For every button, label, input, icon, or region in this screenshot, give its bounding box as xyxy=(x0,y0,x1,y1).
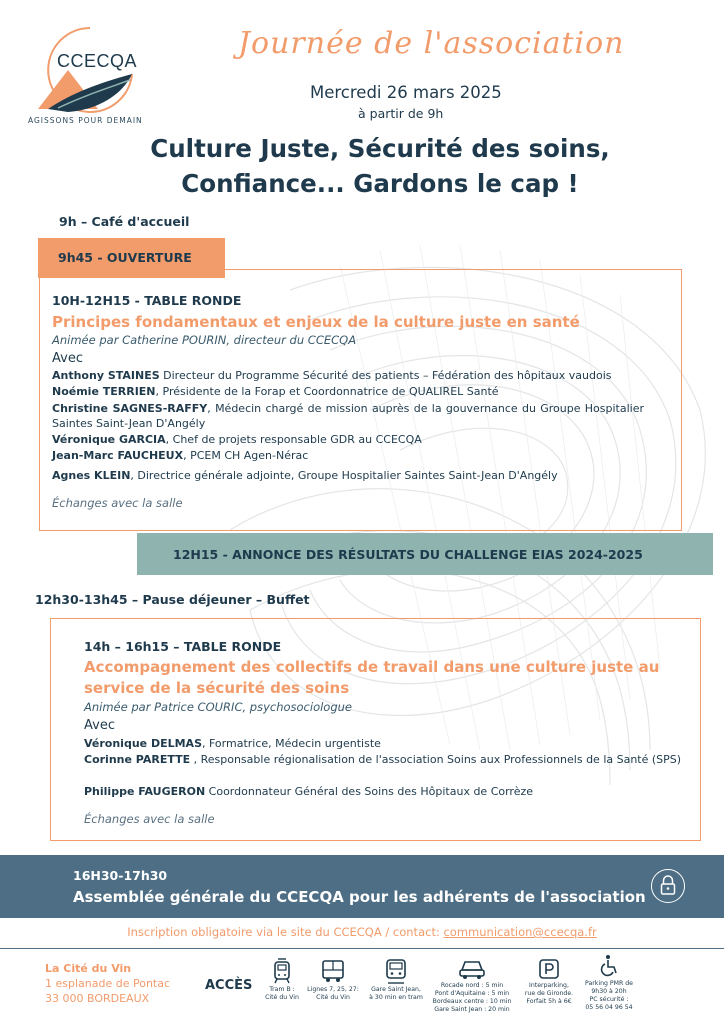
ccecqa-logo xyxy=(28,22,168,132)
round-table-2-animator: Animée par Patrice COURIC, psychosociologue xyxy=(84,700,352,714)
panelist-name: Noémie TERRIEN xyxy=(52,385,156,398)
panelist-name: Philippe FAUGERON xyxy=(84,785,206,798)
panelist-desc: , Formatrice, Médecin urgentiste xyxy=(202,737,381,750)
wheelchair-icon xyxy=(598,954,620,978)
panelist-desc: , Chef de projets responsable GDR au CCECQA xyxy=(165,433,422,446)
access-pmr xyxy=(580,954,638,1012)
panelist-desc: , Responsable régionalisation de l'association Soins aux Professionnels de la Santé (SPS) xyxy=(190,753,682,766)
assembly-time: 16H30-17h30 xyxy=(73,868,168,883)
headline-line-1: Culture Juste, Sécurité des soins, xyxy=(150,134,610,163)
headline-line-2: Confiance... Gardons le cap ! xyxy=(181,169,579,198)
access-bus xyxy=(305,958,361,1002)
panelist xyxy=(84,736,684,751)
contact-email-link[interactable]: communication@ccecqa.fr xyxy=(443,925,597,939)
ouverture-label: 9h45 - OUVERTURE xyxy=(58,250,192,265)
access-train xyxy=(366,958,426,1002)
panelist xyxy=(84,784,684,799)
panelist xyxy=(52,468,652,483)
logo-tagline: AGISSONS POUR DEMAIN xyxy=(28,116,143,125)
panelist-desc: , PCEM CH Agen-Nérac xyxy=(183,449,309,462)
panelist xyxy=(52,401,644,431)
panelist xyxy=(52,448,652,463)
access-car xyxy=(430,958,514,1014)
footer-divider xyxy=(0,948,724,949)
access-caption: Rocade nord : 5 min Pont d'Aquitaine : 5 min Bordeaux centre : 10 min Gare Saint Jean : 20 min xyxy=(432,982,512,1013)
event-date: Mercredi 26 mars 2025 xyxy=(310,83,502,102)
round-table-1-box xyxy=(39,269,682,531)
round-table-2-title-line-1: Accompagnement des collectifs de travail dans une culture juste au xyxy=(84,658,660,676)
assembly-title: Assemblée générale du CCECQA pour les adhérents de l'association xyxy=(73,888,646,906)
program-cafe: 9h – Café d'accueil xyxy=(59,214,190,229)
ouverture-band xyxy=(38,238,225,278)
event-title: Journée de l'association xyxy=(238,26,625,61)
venue-name: La Cité du Vin xyxy=(45,962,132,975)
panelist-desc: , Directrice générale adjointe, Groupe Hospitalier Saintes Saint-Jean D'Angély xyxy=(130,469,558,482)
panelist xyxy=(52,368,652,383)
round-table-1-echanges: Échanges avec la salle xyxy=(52,496,183,510)
round-table-1-animator: Animée par Catherine POURIN, directeur du CCECQA xyxy=(52,333,357,347)
lock-icon xyxy=(651,869,685,903)
access-parking xyxy=(518,958,580,1006)
panelist-name: Véronique DELMAS xyxy=(84,737,202,750)
car-icon xyxy=(458,958,486,980)
event-start-time: à partir de 9h xyxy=(358,106,444,121)
round-table-2-title-line-2: service de la sécurité des soins xyxy=(84,679,350,697)
panelist xyxy=(52,384,652,399)
panelist-name: Corinne PARETTE xyxy=(84,753,191,766)
panelist-desc: , Présidente de la Forap et Coordonnatrice de QUALIREL Santé xyxy=(155,385,499,398)
panelist xyxy=(84,752,684,767)
pause-dejeuner: 12h30-13h45 – Pause déjeuner – Buffet xyxy=(35,592,310,607)
access-caption: Interparking, rue de Gironde. Forfait 5h à 6€ xyxy=(524,982,574,1005)
venue-address-line-1: 1 esplanade de Pontac xyxy=(45,977,171,990)
acces-label: ACCÈS xyxy=(205,978,253,993)
panelist-name: Véronique GARCIA xyxy=(52,433,166,446)
round-table-2-avec: Avec xyxy=(84,718,115,733)
panelist-desc: Coordonnateur Général des Soins des Hôpitaux de Corrèze xyxy=(205,785,534,798)
inscription-text: Inscription obligatoire via le site du CCECQA / contact: xyxy=(127,925,444,939)
access-caption: Gare Saint Jean, à 30 min en tram xyxy=(369,986,423,1001)
headline xyxy=(60,131,700,201)
round-table-1-title: Principes fondamentaux et enjeux de la culture juste en santé xyxy=(52,313,580,331)
tram-icon xyxy=(272,958,292,984)
round-table-2-label: 14h – 16h15 – TABLE RONDE xyxy=(84,639,282,654)
round-table-2-echanges: Échanges avec la salle xyxy=(84,812,215,826)
panelist-name: Agnes KLEIN xyxy=(52,469,131,482)
venue-address-line-2: 33 000 BORDEAUX xyxy=(45,992,150,1005)
round-table-1-avec: Avec xyxy=(52,351,83,366)
parking-icon xyxy=(538,958,560,980)
results-band xyxy=(137,533,713,575)
access-tram xyxy=(258,958,306,1002)
train-icon xyxy=(384,958,408,984)
inscription-line xyxy=(0,925,724,939)
assembly-band xyxy=(0,855,724,918)
venue-address xyxy=(45,961,170,1006)
panelist-desc: , Médecin chargé de mission auprès de la gouvernance du Groupe Hospitalier Saintes Saint-Jean D'Angély xyxy=(52,402,645,430)
results-label: 12H15 - ANNONCE DES RÉSULTATS DU CHALLENGE EIAS 2024-2025 xyxy=(173,547,643,562)
access-caption: Lignes 7, 25, 27: Cité du Vin xyxy=(307,986,359,1001)
access-caption: Tram B : Cité du Vin xyxy=(265,986,299,1001)
panelist xyxy=(52,432,652,447)
bus-icon xyxy=(321,958,345,984)
access-caption: Parking PMR de 9h30 à 20h PC sécurité : 05 56 04 96 54 xyxy=(585,980,633,1011)
round-table-1-label: 10H-12H15 - TABLE RONDE xyxy=(52,293,242,308)
logo-name: CCECQA xyxy=(57,51,138,71)
panelist-name: Jean-Marc FAUCHEUX xyxy=(52,449,184,462)
panelist-name: Christine SAGNES-RAFFY xyxy=(52,402,208,415)
panelist-desc: Directeur du Programme Sécurité des patients – Fédération des hôpitaux vaudois xyxy=(159,369,612,382)
panelist-name: Anthony STAINES xyxy=(52,369,160,382)
